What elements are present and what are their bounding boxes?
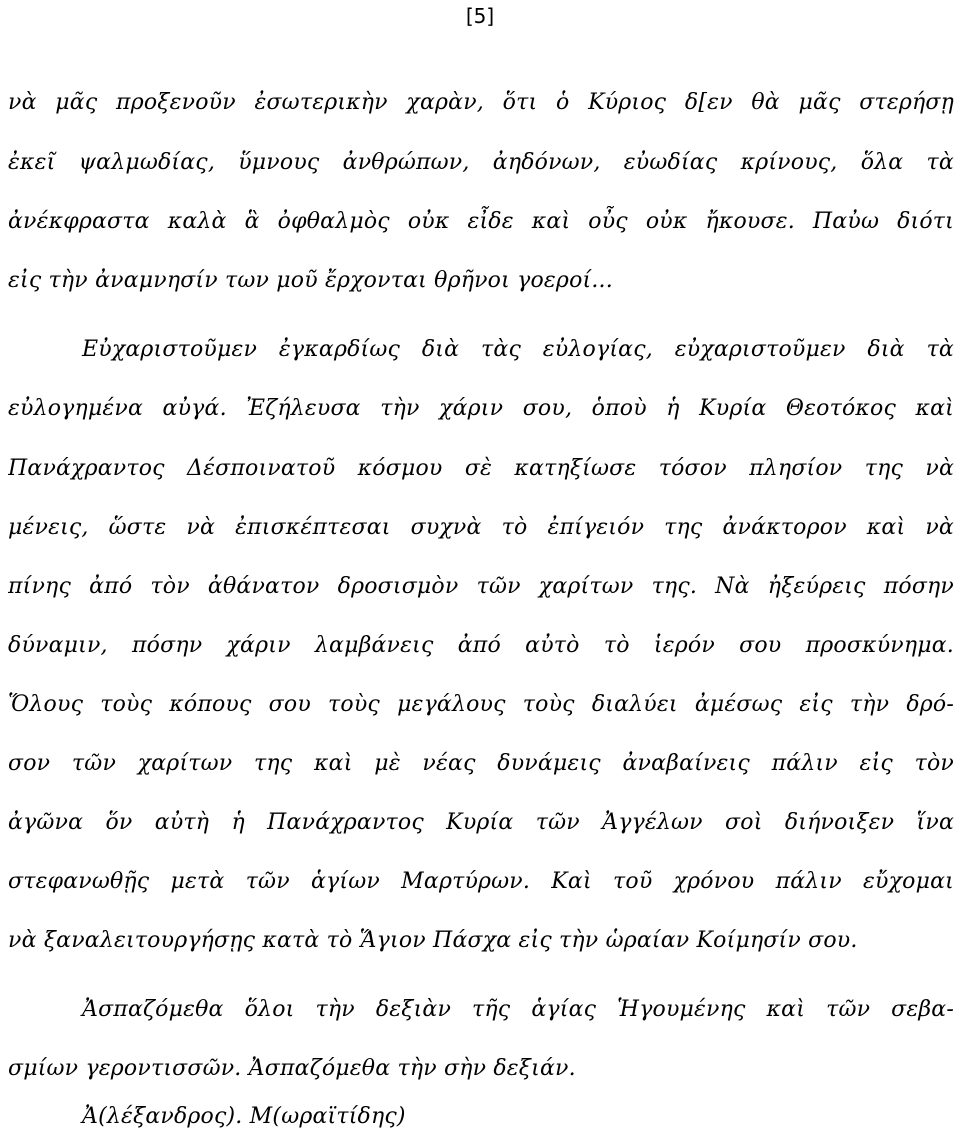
paragraph-2-line-2: εὐλογημένα αὐγά. Ἐζήλευσα τὴν χάριν σου, ὁποὺ ἡ Κυρία Θεοτόκος καὶ [8,396,954,421]
paragraph-2-line-3: Πανάχραντος Δέσποινατοῦ κόσμου σὲ κατηξίωσε τόσον πλησίον της νὰ [8,456,954,481]
paragraph-2-line-5: πίνης ἀπό τὸν ἀθάνατον δροσισμὸν τῶν χαρίτων της. Νὰ ἠξεύρεις πόσην [8,574,954,599]
paragraph-1-line-4: εἰς τὴν ἀναμνησίν των μοῦ ἔρχονται θρῆνοι γοεροί... [8,268,613,293]
paragraph-3-line-2: σμίων γεροντισσῶν. Ἀσπαζόμεθα τὴν σὴν δεξιάν. [8,1056,576,1081]
paragraph-1-line-2: ἐκεῖ ψαλμωδίας, ὕμνους ἀνθρώπων, ἀηδόνων, εὐωδίας κρίνους, ὅλα τὰ [8,150,954,175]
paragraph-2-line-11: νὰ ξαναλειτουργήσῃς κατὰ τὸ Ἅγιον Πάσχα εἰς τὴν ὡραίαν Κοίμησίν σου. [8,928,858,953]
paragraph-3-line-1: Ἀσπαζόμεθα ὅλοι τὴν δεξιὰν τῆς ἁγίας Ἡγουμένης καὶ τῶν σεβα- [82,997,954,1022]
paragraph-2-line-9: ἀγῶνα ὅν αὐτὴ ἡ Πανάχραντος Κυρία τῶν Ἀγγέλων σοὶ διήνοιξεν ἵνα [8,810,954,835]
paragraph-2-line-7: Ὅλους τοὺς κόπους σου τοὺς μεγάλους τοὺς διαλύει ἀμέσως εἰς τὴν δρό- [8,692,954,717]
paragraph-1-line-1: νὰ μᾶς προξενοῦν ἐσωτερικὴν χαρὰν, ὅτι ὁ Κύριος δ[εν θὰ μᾶς στερήσῃ [8,90,954,115]
paragraph-2-line-6: δύναμιν, πόσην χάριν λαμβάνεις ἀπό αὐτὸ τὸ ἱερόν σου προσκύνημα. [8,633,954,658]
paragraph-2-line-8: σον τῶν χαρίτων της καὶ μὲ νέας δυνάμεις ἀναβαίνεις πάλιν εἰς τὸν [8,751,954,776]
paragraph-2-line-4: μένεις, ὥστε νὰ ἐπισκέπτεσαι συχνὰ τὸ ἐπίγειόν της ἀνάκτορον καὶ νὰ [8,515,954,540]
signature: Ἀ(λέξανδρος). Μ(ωραϊτίδης) [82,1104,406,1129]
page-number: [5] [465,4,495,28]
paragraph-2-line-1: Εὐχαριστοῦμεν ἐγκαρδίως διὰ τὰς εὐλογίας, εὐχαριστοῦμεν διὰ τὰ [82,337,954,362]
paragraph-1-line-3: ἀνέκφραστα καλὰ ἃ ὀφθαλμὸς οὐκ εἶδε καὶ οὖς οὐκ ἤκουσε. Παὐω διότι [8,209,954,234]
paragraph-2-line-10: στεφανωθῇς μετὰ τῶν ἁγίων Μαρτύρων. Καὶ τοῦ χρόνου πάλιν εὔχομαι [8,869,954,894]
